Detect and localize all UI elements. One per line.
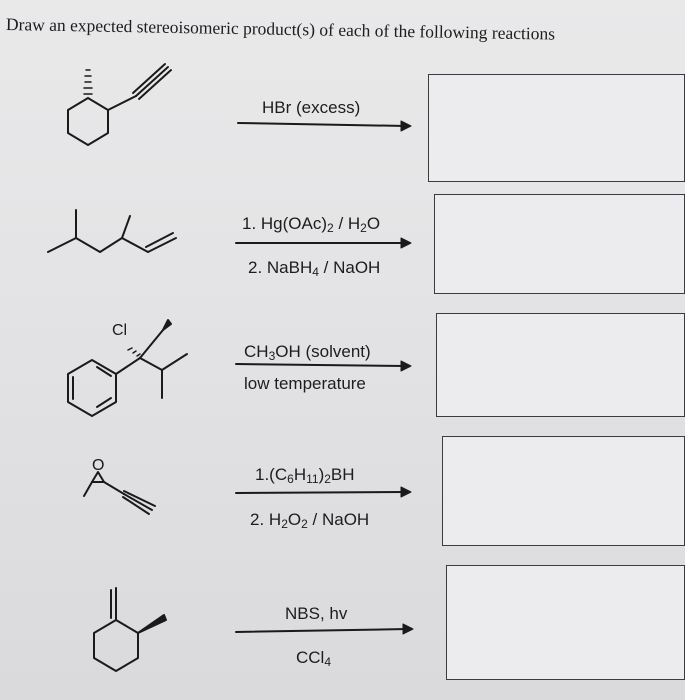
reagent-4-line-1: $1.(C_6H_{11})_2BH$ [255, 465, 355, 486]
oxygen-label: O [92, 457, 105, 474]
arrow-4 [236, 487, 411, 497]
reagent-3-line-1: $CH_3OH$ (solvent) [244, 342, 371, 363]
answer-box-3[interactable] [436, 313, 685, 417]
instruction-text: Draw an expected stereoisomeric product(s) of each of the following reactions [5, 14, 556, 44]
reagent-2-line-2: 2. NaBH$_4$ / NaOH [248, 258, 381, 279]
reagent-2-line-1: 1. $Hg(OAc)_2 / H_2O$ [242, 214, 381, 235]
answer-box-5[interactable] [446, 565, 685, 680]
hashed-wedge [84, 70, 92, 94]
answer-box-1[interactable] [428, 74, 685, 182]
arrow-2 [236, 238, 411, 248]
hashed-bond-cl [128, 348, 140, 356]
arrow-1 [238, 121, 411, 131]
arrow-3 [236, 361, 411, 371]
structure-4 [84, 472, 155, 514]
structure-5 [94, 588, 166, 671]
reagent-5-line-2: CCl$_4$ [296, 648, 332, 669]
reagent-4-line-2: 2. $H_2O_2$ / NaOH [250, 510, 370, 531]
chlorine-label: Cl [112, 322, 128, 339]
answer-box-4[interactable] [442, 436, 685, 546]
structure-3 [68, 320, 187, 416]
structure-2 [48, 210, 176, 252]
arrow-5 [236, 624, 413, 634]
reagent-1-line-1: HBr (excess) [262, 98, 361, 117]
answer-box-2[interactable] [434, 194, 685, 294]
reagent-5-line-1: NBS, hv [285, 604, 348, 623]
reagent-3-line-2: low temperature [244, 374, 366, 393]
structure-1 [68, 64, 171, 145]
